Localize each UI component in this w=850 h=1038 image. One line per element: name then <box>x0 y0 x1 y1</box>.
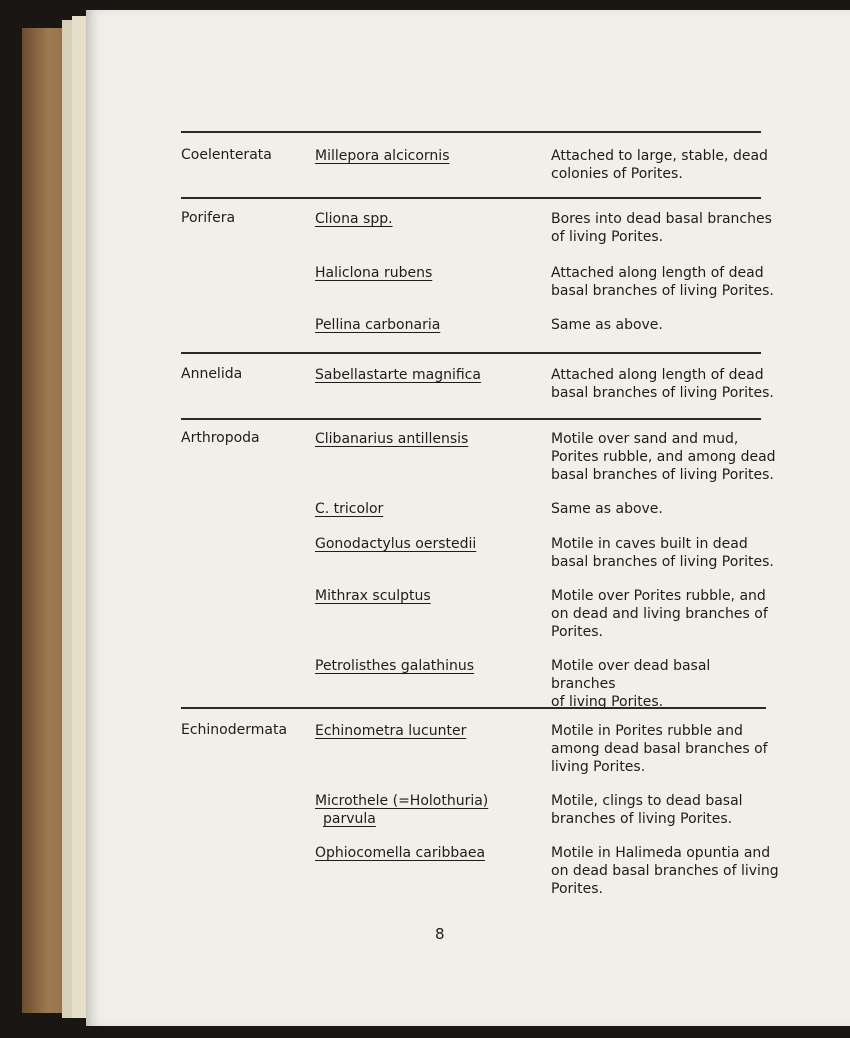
habitat-line: of living Porites. <box>551 694 664 710</box>
species-name <box>315 147 547 165</box>
species-name <box>315 657 547 675</box>
habitat-line: basal branches of living Porites. <box>551 283 774 299</box>
habitat-line: Attached along length of dead <box>551 265 764 281</box>
species-name <box>315 792 547 828</box>
habitat-line: Attached along length of dead <box>551 367 764 383</box>
species-name <box>315 264 547 282</box>
species-name <box>315 316 547 334</box>
habitat-line: Motile in Porites rubble and <box>551 723 743 739</box>
species-line: Gonodactylus oerstedii <box>315 536 477 552</box>
habitat-line: on dead and living branches of <box>551 606 768 622</box>
section-rule-porifera <box>181 352 761 354</box>
habitat-description <box>551 722 779 776</box>
species-line: Petrolisthes galathinus <box>315 658 475 674</box>
phylum-label: Porifera <box>181 210 236 226</box>
phylum-label: Echinodermata <box>181 722 288 738</box>
habitat-line: basal branches of living Porites. <box>551 385 774 401</box>
species-line: Pellina carbonaria <box>315 317 441 333</box>
habitat-line: Motile over Porites rubble, and <box>551 588 766 604</box>
habitat-line: among dead basal branches of <box>551 741 768 757</box>
habitat-description <box>551 210 779 246</box>
habitat-line: Porites. <box>551 624 604 640</box>
habitat-description <box>551 657 779 711</box>
species-line: Echinometra lucunter <box>315 723 467 739</box>
section-rule-annelida <box>181 418 761 420</box>
habitat-description <box>551 792 779 828</box>
habitat-line: branches of living Porites. <box>551 811 733 827</box>
page-number: 8 <box>435 925 445 943</box>
habitat-line: Porites. <box>551 881 604 897</box>
section-rule-coelenterata <box>181 197 761 199</box>
habitat-description <box>551 316 779 334</box>
phylum-label: Arthropoda <box>181 430 260 446</box>
species-line: Mithrax sculptus <box>315 588 431 604</box>
habitat-line: Same as above. <box>551 501 663 517</box>
habitat-line: Same as above. <box>551 317 663 333</box>
habitat-line: Bores into dead basal branches <box>551 211 772 227</box>
habitat-description <box>551 264 779 300</box>
species-line: Sabellastarte magnifica <box>315 367 481 383</box>
habitat-line: Motile in Halimeda opuntia and <box>551 845 771 861</box>
habitat-line: basal branches of living Porites. <box>551 554 774 570</box>
phylum-label: Annelida <box>181 366 243 382</box>
habitat-description <box>551 500 779 518</box>
habitat-line: living Porites. <box>551 759 646 775</box>
species-line: Haliclona rubens <box>315 265 433 281</box>
document-page <box>86 10 850 1026</box>
habitat-line: basal branches of living Porites. <box>551 467 774 483</box>
species-name <box>315 587 547 605</box>
table-top-rule <box>181 131 761 133</box>
habitat-line: Motile over sand and mud, <box>551 431 739 447</box>
habitat-description <box>551 430 779 484</box>
species-name <box>315 500 547 518</box>
habitat-line: Motile, clings to dead basal <box>551 793 743 809</box>
species-name <box>315 366 547 384</box>
habitat-description <box>551 535 779 571</box>
phylum-label: Coelenterata <box>181 147 272 163</box>
habitat-line: Motile in caves built in dead <box>551 536 748 552</box>
species-name <box>315 722 547 740</box>
species-name <box>315 210 547 228</box>
habitat-line: Motile over dead basal branches <box>551 658 711 692</box>
species-line: C. tricolor <box>315 501 384 517</box>
species-line: Microthele (=Holothuria) <box>315 793 489 809</box>
habitat-description <box>551 147 779 183</box>
habitat-line: Attached to large, stable, dead <box>551 148 768 164</box>
habitat-line: colonies of Porites. <box>551 166 683 182</box>
species-line: parvula <box>323 811 376 827</box>
species-name <box>315 430 547 448</box>
habitat-description <box>551 366 779 402</box>
species-line: Ophiocomella caribbaea <box>315 845 486 861</box>
habitat-line: of living Porites. <box>551 229 664 245</box>
species-line: Cliona spp. <box>315 211 393 227</box>
habitat-line: on dead basal branches of living <box>551 863 779 879</box>
habitat-description <box>551 844 779 898</box>
species-line: Millepora alcicornis <box>315 148 450 164</box>
habitat-line: Porites rubble, and among dead <box>551 449 776 465</box>
species-line: Clibanarius antillensis <box>315 431 469 447</box>
species-name <box>315 844 547 862</box>
species-name <box>315 535 547 553</box>
habitat-description <box>551 587 779 641</box>
